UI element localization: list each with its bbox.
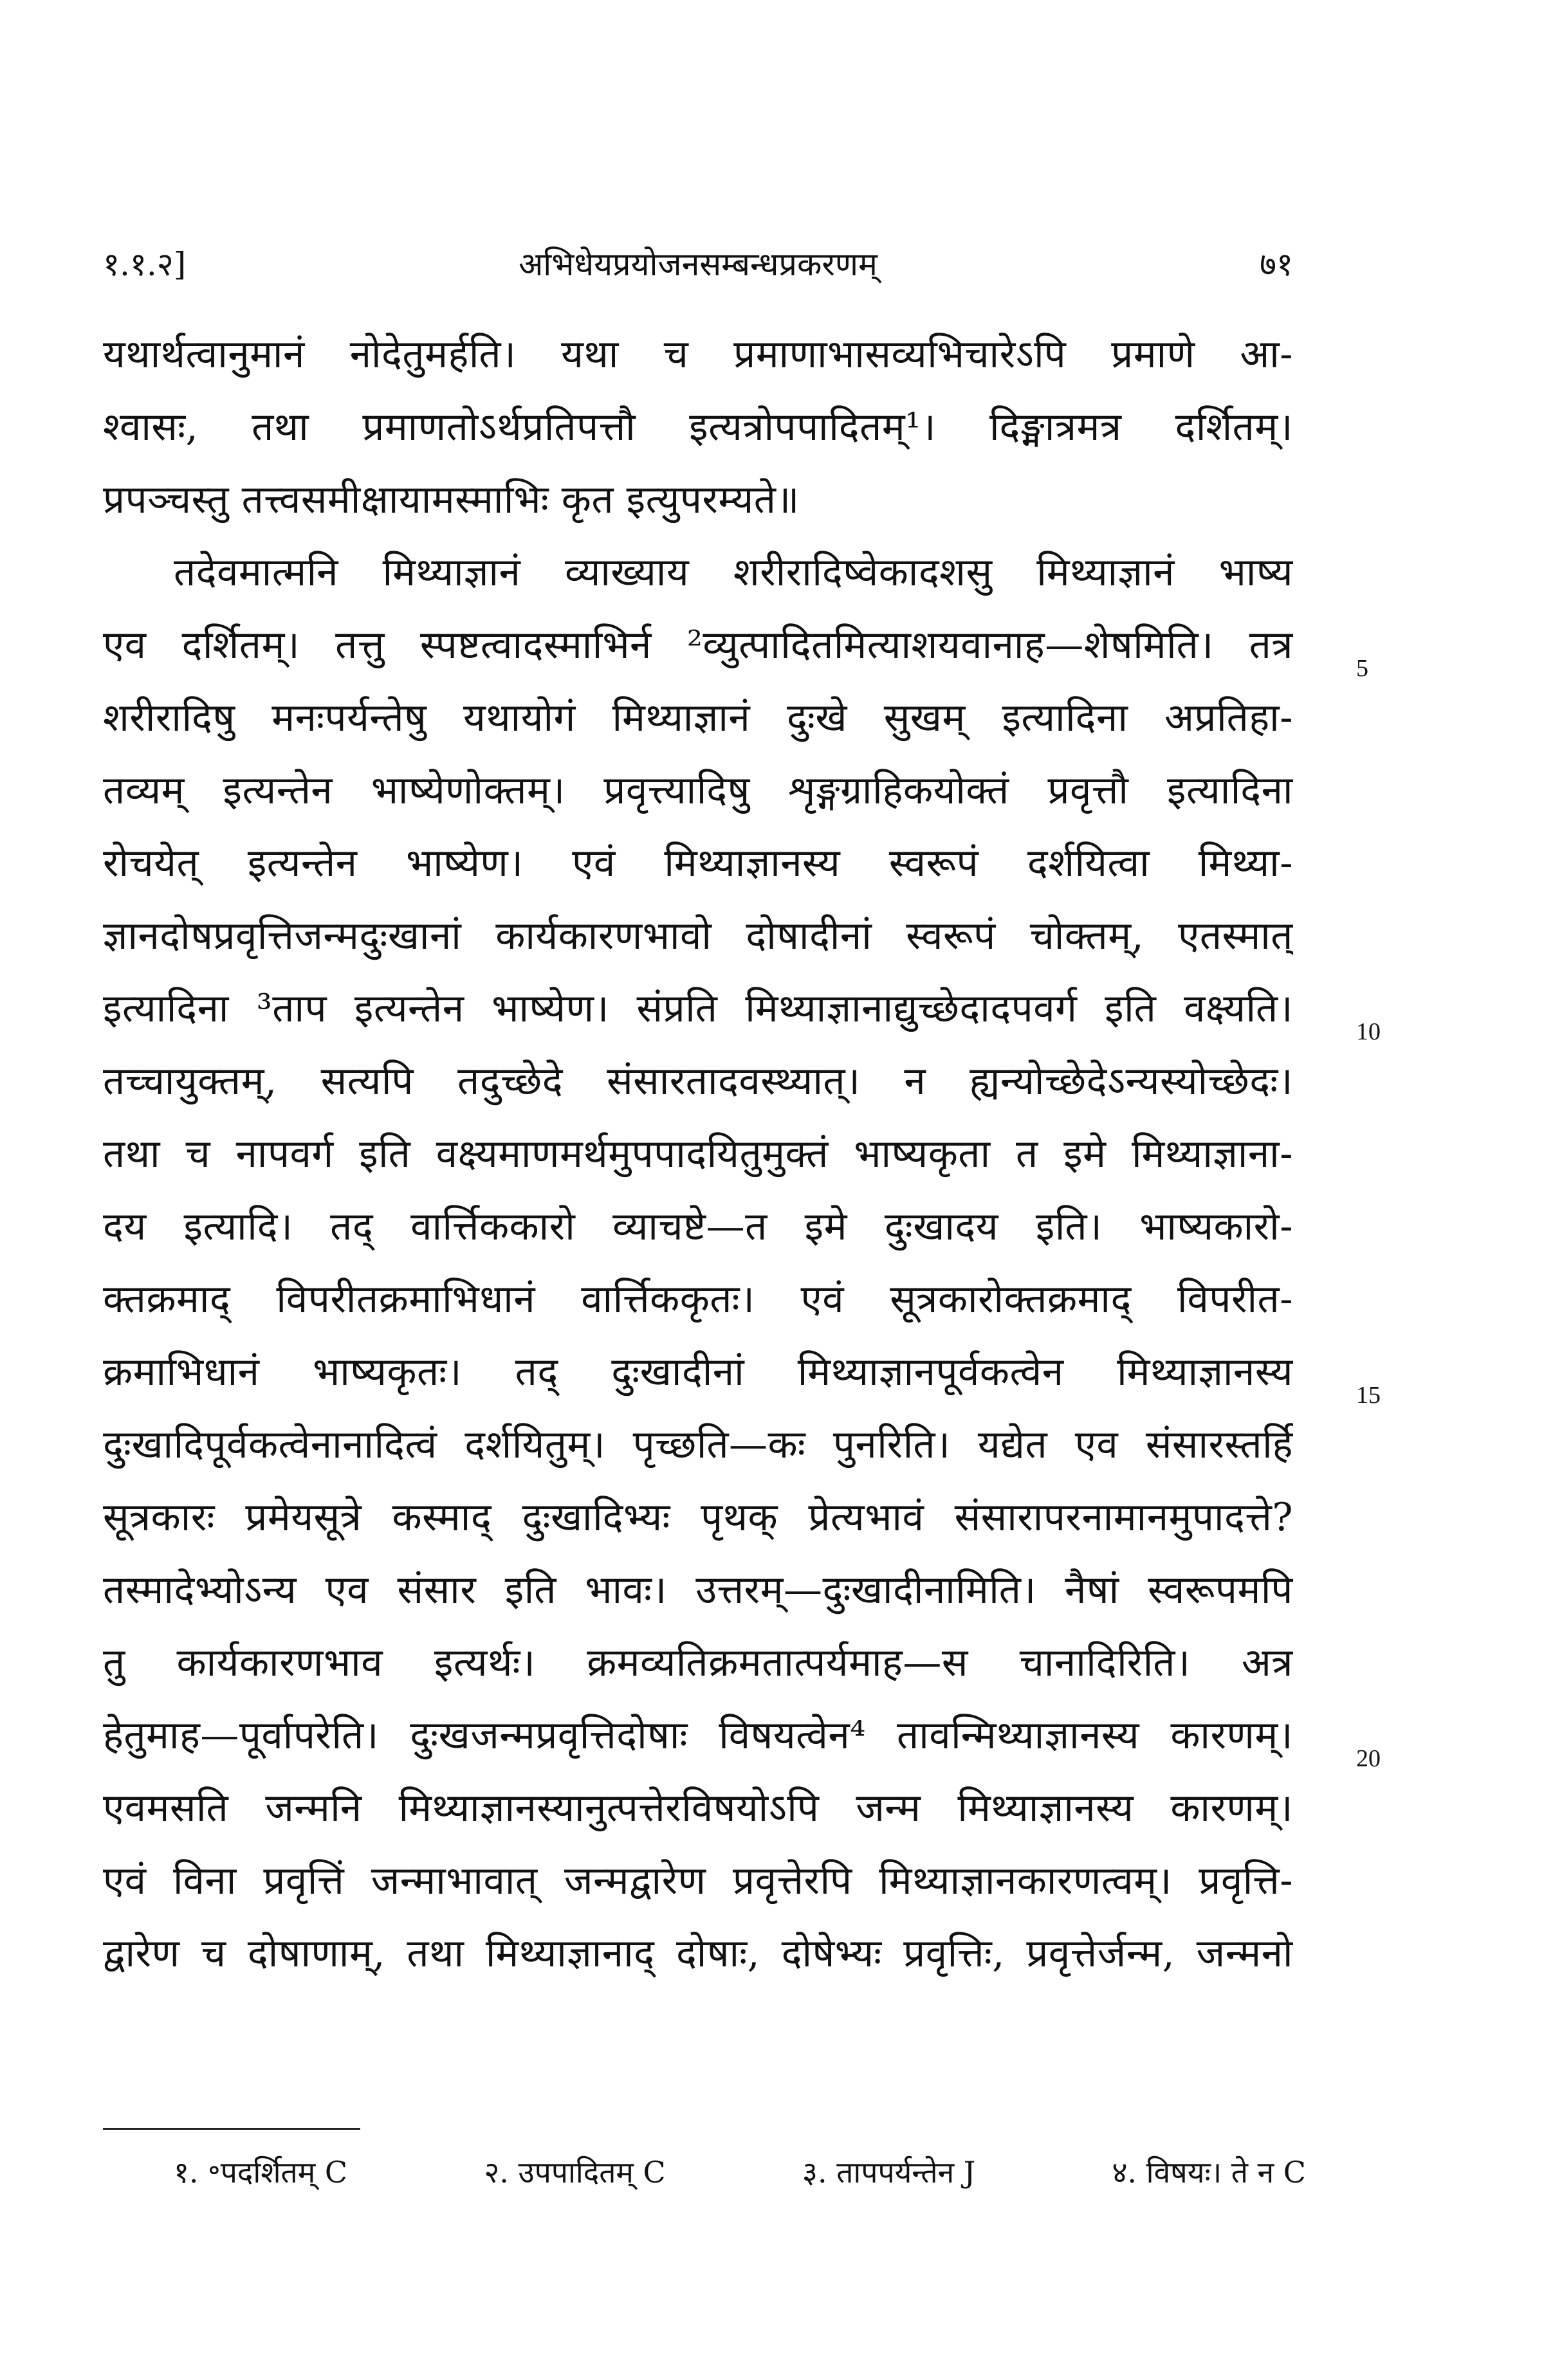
page-number: ७१: [1260, 246, 1293, 283]
text-line: तव्यम् इत्यन्तेन भाष्येणोक्तम्। प्रवृत्त्यादिषु शृङ्गग्राहिकयोक्तं प्रवृत्तौ इत्यादिना: [103, 768, 1293, 813]
line-number-20: 20: [1356, 1745, 1381, 1772]
running-title: अभिधेयप्रयोजनसम्बन्धप्रकरणम्: [519, 246, 878, 283]
text-line: प्रपञ्चस्तु तत्त्वसमीक्षायामस्माभिः कृत इत्युपरम्यते॥: [103, 477, 800, 522]
footnote-1: १. ॰पदर्शितम् C: [174, 2155, 348, 2190]
text-line: श्वासः, तथा प्रमाणतोऽर्थप्रतिपत्तौ इत्यत्रोपपादितम्¹। दिङ्मात्रमत्र दर्शितम्।: [103, 405, 1293, 450]
footnote-4: ४. विषयः। ते न C: [1112, 2155, 1306, 2190]
line-number-10: 10: [1356, 1018, 1381, 1045]
footnote-rule: [103, 2128, 360, 2130]
section-number: १.१.२]: [103, 246, 187, 283]
text-line: एवमसति जन्मनि मिथ्याज्ञानस्यानुत्पत्तेरविषयोऽपि जन्म मिथ्याज्ञानस्य कारणम्।: [103, 1786, 1293, 1831]
text-line: ज्ञानदोषप्रवृत्तिजन्मदुःखानां कार्यकारणभावो दोषादीनां स्वरूपं चोक्तम्, एतस्मात्: [103, 913, 1293, 958]
footnote-3: ३. तापपर्यन्तेन J: [802, 2155, 976, 2190]
text-line: क्तक्रमाद् विपरीतक्रमाभिधानं वार्त्तिककृतः। एवं सूत्रकारोक्तक्रमाद् विपरीत-: [103, 1277, 1293, 1322]
text-line: द्वारेण च दोषाणाम्, तथा मिथ्याज्ञानाद् दोषाः, दोषेभ्यः प्रवृत्तिः, प्रवृत्तेर्जन्म, जन्मनो: [103, 1931, 1293, 1976]
text-line: हेतुमाह—पूर्वापरेति। दुःखजन्मप्रवृत्तिदोषाः विषयत्वेन⁴ तावन्मिथ्याज्ञानस्य कारणम्।: [103, 1713, 1293, 1758]
text-line: तस्मादेभ्योऽन्य एव संसार इति भावः। उत्तरम्—दुःखादीनामिति। नैषां स्वरूपमपि: [103, 1568, 1293, 1613]
text-line: दुःखादिपूर्वकत्वेनानादित्वं दर्शयितुम्। पृच्छति—कः पुनरिति। यद्येत एव संसारस्तर्हि: [103, 1422, 1293, 1467]
footnote-2: २. उपपादितम् C: [484, 2155, 666, 2190]
body-text: [103, 318, 1293, 1990]
text-line: शरीरादिषु मनःपर्यन्तेषु यथायोगं मिथ्याज्ञानं दुःखे सुखम् इत्यादिना अप्रतिहा-: [103, 695, 1293, 740]
text-line: इत्यादिना ³ताप इत्यन्तेन भाष्येण। संप्रति मिथ्याज्ञानाद्युच्छेदादपवर्ग इति वक्ष्यति।: [103, 986, 1293, 1031]
text-line: तदेवमात्मनि मिथ्याज्ञानं व्याख्याय शरीरादिष्वेकादशसु मिथ्याज्ञानं भाष्य: [174, 550, 1293, 595]
text-line: दय इत्यादि। तद् वार्त्तिककारो व्याचष्टे—त इमे दुःखादय इति। भाष्यकारो-: [103, 1204, 1293, 1249]
text-line: यथार्थत्वानुमानं नोदेतुमर्हति। यथा च प्रमाणाभासव्यभिचारेऽपि प्रमाणे आ-: [103, 332, 1293, 377]
footnotes: [174, 2152, 1306, 2203]
text-line: रोचयेत् इत्यन्तेन भाष्येण। एवं मिथ्याज्ञानस्य स्वरूपं दर्शयित्वा मिथ्या-: [103, 841, 1293, 886]
line-number-5: 5: [1356, 655, 1368, 682]
page-header: [103, 241, 1293, 286]
text-line: तच्चायुक्तम्, सत्यपि तदुच्छेदे संसारतादवस्थ्यात्। न ह्यन्योच्छेदेऽन्यस्योच्छेदः।: [103, 1059, 1293, 1104]
text-line: तथा च नापवर्ग इति वक्ष्यमाणमर्थमुपपादयितुमुक्तं भाष्यकृता त इमे मिथ्याज्ञाना-: [103, 1131, 1293, 1176]
text-line: सूत्रकारः प्रमेयसूत्रे कस्माद् दुःखादिभ्यः पृथक् प्रेत्यभावं संसारापरनामानमुपादत्ते?: [103, 1495, 1293, 1540]
text-line: एवं विना प्रवृत्तिं जन्माभावात् जन्मद्वारेण प्रवृत्तेरपि मिथ्याज्ञानकारणत्वम्। प्रवृत्ति-: [103, 1858, 1293, 1903]
text-line: एव दर्शितम्। तत्तु स्पष्टत्वादस्माभिर्न ²व्युत्पादितमित्याशयवानाह—शेषमिति। तत्र: [103, 623, 1293, 668]
text-line: क्रमाभिधानं भाष्यकृतः। तद् दुःखादीनां मिथ्याज्ञानपूर्वकत्वेन मिथ्याज्ञानस्य: [103, 1350, 1293, 1395]
line-number-15: 15: [1356, 1382, 1381, 1409]
text-line: तु कार्यकारणभाव इत्यर्थः। क्रमव्यतिक्रमतात्पर्यमाह—स चानादिरिति। अत्र: [103, 1640, 1293, 1685]
